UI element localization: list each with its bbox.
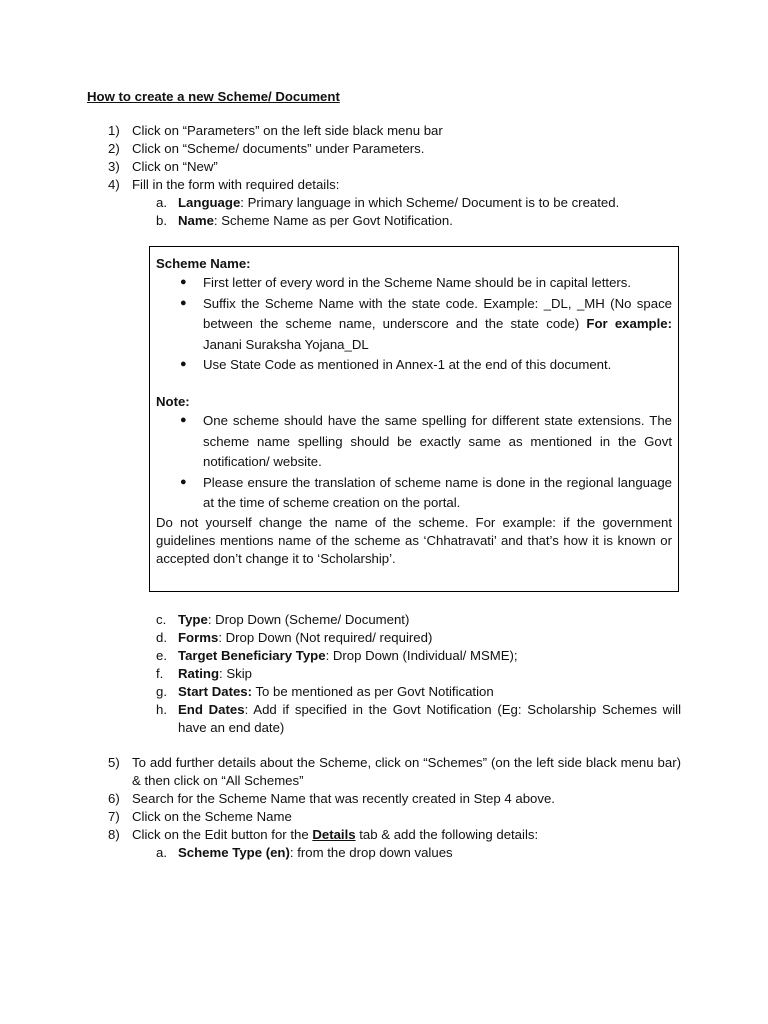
substep-b: [0, 212, 768, 230]
step-text: To add further details about the Scheme, click on “Schemes” (on the left side black menu bar) & then click on “All Schemes”: [132, 755, 681, 788]
step-text: Click on the Scheme Name: [132, 809, 292, 824]
field-description: To be mentioned as per Govt Notification: [252, 684, 494, 699]
bullet-icon: ●: [180, 358, 187, 370]
field-description: : Drop Down (Individual/ MSME);: [325, 648, 518, 663]
guideline-bullet: [156, 355, 672, 376]
note-text: One scheme should have the same spelling for different state extensions. The scheme name spelling should be exactly same as mentioned in the Govt notification/ website.: [203, 413, 672, 469]
box-heading-scheme-name: Scheme Name:: [156, 256, 251, 271]
substep-a: [0, 194, 768, 212]
substep-d: [0, 629, 768, 647]
step-number: 2): [108, 141, 120, 156]
note-bullet: [156, 411, 672, 473]
field-label: Type: [178, 612, 208, 627]
step-number: 5): [108, 755, 120, 770]
step-3: [0, 158, 768, 176]
field-description: : Add if specified in the Govt Notification (Eg: Scholarship Schemes will have an end date): [178, 702, 681, 735]
bullet-icon: ●: [180, 414, 187, 426]
substep-scheme-type: [0, 844, 768, 862]
substeps-list: [0, 611, 768, 737]
field-label: Name: [178, 213, 214, 228]
step-text: Search for the Scheme Name that was recently created in Step 4 above.: [132, 791, 555, 806]
step-number: 6): [108, 791, 120, 806]
step-5: [0, 754, 768, 790]
note-paragraph: Do not yourself change the name of the scheme. For example: if the government guidelines mentions name of the scheme as ‘Chhatravati’ and that’s how it is known or accepted don’t change it to ‘Scholarship’.: [156, 514, 672, 566]
guideline-text: First letter of every word in the Scheme Name should be in capital letters.: [203, 275, 632, 290]
scheme-name-guidelines-box: [149, 246, 679, 592]
step-1: [0, 122, 768, 140]
substep-letter: b.: [156, 213, 167, 228]
substep-h: [0, 701, 768, 737]
guideline-bullet: [156, 294, 672, 356]
field-description: : Drop Down (Scheme/ Document): [207, 612, 410, 627]
guideline-bullet: [156, 273, 672, 294]
step-text: Click on “Parameters” on the left side black menu bar: [132, 123, 443, 138]
step-text: Fill in the form with required details:: [132, 177, 340, 192]
example-label: For example:: [586, 316, 672, 331]
field-description: : Skip: [219, 666, 253, 681]
guideline-text: Suffix the Scheme Name with the state code. Example: _DL, _MH (No space between the scheme name, underscore and the state code): [203, 295, 672, 331]
field-label: Forms: [178, 630, 219, 645]
step-text: Click on “New”: [132, 159, 218, 174]
substep-letter: c.: [156, 612, 167, 627]
step-number: 3): [108, 159, 120, 174]
example-text: Janani Suraksha Yojana_DL: [203, 336, 369, 352]
substep-letter: f.: [156, 666, 164, 681]
substep-letter: e.: [156, 648, 167, 663]
bullet-icon: ●: [180, 296, 187, 309]
step-number: 4): [108, 177, 120, 192]
note-bullet: [156, 473, 672, 514]
field-label: Language: [178, 195, 241, 210]
bullet-icon: ●: [180, 475, 187, 488]
step-2: [0, 140, 768, 158]
substep-letter: d.: [156, 630, 167, 645]
substep-g: [0, 683, 768, 701]
substep-c: [0, 611, 768, 629]
steps-list-1: [0, 122, 768, 230]
field-label: Scheme Type (en): [178, 845, 290, 860]
step-text: tab & add the following details:: [355, 827, 539, 842]
substep-letter: h.: [156, 702, 167, 717]
page-title: How to create a new Scheme/ Document: [87, 89, 340, 104]
bullet-icon: ●: [180, 276, 187, 288]
field-label: Target Beneficiary Type: [178, 648, 326, 663]
step-8: [0, 826, 768, 844]
step-7: [0, 808, 768, 826]
step-text: Click on the Edit button for the: [132, 827, 313, 842]
field-description: : Drop Down (Not required/ required): [218, 630, 433, 645]
step-text: Click on “Scheme/ documents” under Parameters.: [132, 141, 425, 156]
substep-letter: a.: [156, 195, 167, 210]
guideline-text: Use State Code as mentioned in Annex-1 at the end of this document.: [203, 357, 612, 372]
field-description: : Scheme Name as per Govt Notification.: [213, 213, 453, 228]
step-number: 1): [108, 123, 120, 138]
field-label: Start Dates:: [178, 684, 253, 699]
step-4: [0, 176, 768, 194]
steps-list-2: [0, 754, 768, 862]
step-6: [0, 790, 768, 808]
note-text: Please ensure the translation of scheme name is done in the regional language at the time of scheme creation on the portal.: [203, 474, 672, 510]
step-number: 8): [108, 827, 120, 842]
substep-e: [0, 647, 768, 665]
substep-f: [0, 665, 768, 683]
details-tab-reference: Details: [312, 827, 356, 842]
field-description: : Primary language in which Scheme/ Document is to be created.: [240, 195, 620, 210]
field-description: : from the drop down values: [289, 845, 453, 860]
box-heading-note: Note:: [156, 394, 190, 409]
step-number: 7): [108, 809, 120, 824]
substep-letter: a.: [156, 845, 167, 860]
field-label: End Dates: [178, 702, 245, 717]
substep-letter: g.: [156, 684, 167, 699]
field-label: Rating: [178, 666, 220, 681]
